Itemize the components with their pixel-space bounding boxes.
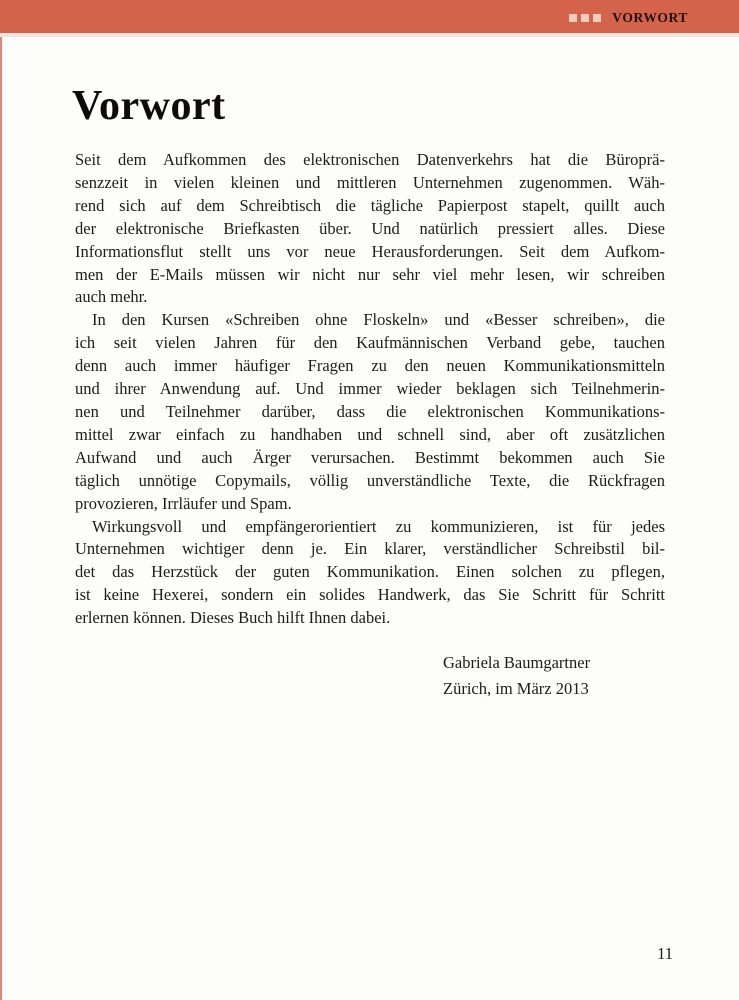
text-line: mittel zwar einfach zu handhaben und schnell sind, aber oft zusätzlichen	[75, 424, 665, 444]
page-title: Vorwort	[72, 83, 226, 129]
chapter-header-label: VORWORT	[612, 9, 688, 25]
decor-square-icon	[581, 14, 589, 22]
text-line: senzzeit in vielen kleinen und mittleren Unternehmen zugenommen. Wäh-	[75, 172, 665, 192]
chapter-header-row	[569, 0, 688, 33]
text-line: provozieren, Irrläufer und Spam.	[75, 493, 292, 513]
paragraph	[75, 516, 665, 631]
paragraph	[75, 149, 665, 309]
text-line: nen und Teilnehmer darüber, dass die elektronischen Kommunikations-	[75, 401, 665, 421]
preface-paragraphs	[75, 149, 665, 630]
text-line: In den Kursen «Schreiben ohne Floskeln» und «Besser schreiben», die	[92, 310, 665, 330]
text-line: Aufwand und auch Ärger verursachen. Bestimmt bekommen auch Sie	[75, 447, 665, 467]
text-line: ist keine Hexerei, sondern ein solides Handwerk, das Sie Schritt für Schritt	[75, 585, 665, 605]
text-line: rend sich auf dem Schreibtisch die tägliche Papierpost stapelt, quillt auch	[75, 195, 665, 215]
left-accent-stripe	[0, 0, 2, 1000]
text-line: erlernen können. Dieses Buch hilft Ihnen dabei.	[75, 608, 391, 628]
header-underline	[0, 33, 739, 37]
decor-square-icon	[569, 14, 577, 22]
text-line: und ihrer Anwendung auf. Und immer wieder beklagen sich Teilnehmerin-	[75, 379, 665, 399]
chapter-header-bar	[0, 0, 739, 33]
text-line: ich seit vielen Jahren für den Kaufmännischen Verband gebe, tauchen	[75, 333, 665, 353]
decor-square-icon	[593, 14, 601, 22]
text-line: men der E-Mails müssen wir nicht nur sehr viel mehr lesen, wir schreiben	[75, 264, 665, 284]
text-line: täglich unnötige Copymails, völlig unverständliche Texte, die Rückfragen	[75, 470, 665, 490]
text-line: det das Herzstück der guten Kommunikation. Einen solchen zu pflegen,	[75, 562, 665, 582]
text-line: der elektronische Briefkasten über. Und natürlich pressiert alles. Diese	[75, 218, 665, 238]
signature-author: Gabriela Baumgartner	[443, 653, 591, 672]
text-line: denn auch immer häufiger Fragen zu den neuen Kommunikationsmitteln	[75, 356, 665, 376]
text-line: Unternehmen wichtiger denn je. Ein klarer, verständlicher Schreibstil bil-	[75, 539, 665, 559]
signature-place-date: Zürich, im März 2013	[443, 678, 589, 698]
signature-block	[443, 650, 590, 701]
text-line: Wirkungsvoll und empfängerorientiert zu kommunizieren, ist für jedes	[92, 516, 665, 536]
paragraph	[75, 309, 665, 515]
page-number: 11	[657, 944, 673, 963]
text-line: auch mehr.	[75, 287, 148, 307]
text-line: Seit dem Aufkommen des elektronischen Datenverkehrs hat die Büroprä-	[75, 150, 665, 169]
text-line: Informationsflut stellt uns vor neue Herausforderungen. Seit dem Aufkom-	[75, 241, 665, 261]
